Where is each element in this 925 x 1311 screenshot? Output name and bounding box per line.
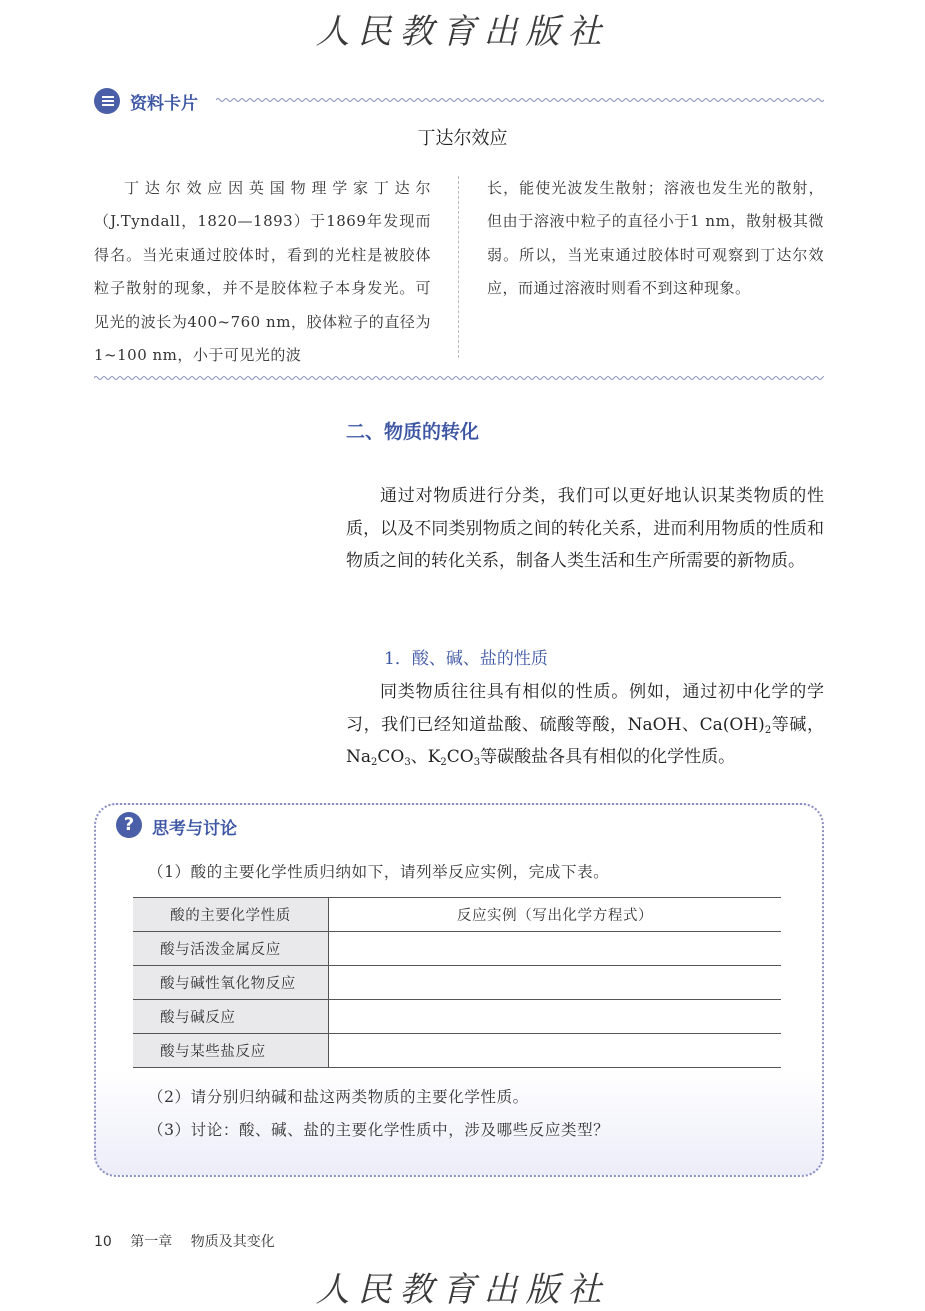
discussion-question-2: （2）请分别归纳碱和盐这两类物质的主要化学性质。 (148, 1088, 529, 1106)
column-divider (458, 176, 459, 358)
table-header-example: 反应实例（写出化学方程式） (329, 898, 782, 932)
table-header-property: 酸的主要化学性质 (133, 898, 329, 932)
info-card-title: 丁达尔效应 (417, 128, 508, 149)
wave-divider-top (216, 96, 824, 104)
subsection-title: 1．酸、碱、盐的性质 (384, 649, 548, 669)
table-row (133, 966, 781, 1000)
table-row (133, 1000, 781, 1034)
acid-properties-table (133, 897, 781, 1068)
chapter-number: 第一章 (130, 1234, 173, 1250)
document-icon (94, 88, 120, 114)
discussion-question-1: （1）酸的主要化学性质归纳如下，请列举反应实例，完成下表。 (148, 863, 610, 881)
table-cell-property: 酸与活泼金属反应 (133, 932, 329, 966)
table-cell-example (329, 1034, 782, 1068)
discussion-label: 思考与讨论 (152, 819, 237, 839)
page-number: 10 (94, 1234, 112, 1250)
table-cell-example (329, 932, 782, 966)
wave-divider-bottom (94, 374, 824, 382)
page-footer (94, 1231, 289, 1251)
table-row (133, 1034, 781, 1068)
table-cell-example (329, 1000, 782, 1034)
info-card-right-column: 长，能使光波发生散射；溶液也发生光的散射，但由于溶液中粒子的直径小于1 nm，散射极其微弱。所以，当光束通过胶体时可观察到丁达尔效应，而通过溶液时则看不到这种现象。 (487, 179, 824, 298)
table-cell-example (329, 966, 782, 1000)
section-title: 二、物质的转化 (346, 421, 480, 443)
table-cell-property: 酸与碱性氧化物反应 (133, 966, 329, 1000)
info-card-label: 资料卡片 (130, 94, 198, 114)
question-icon: ? (116, 812, 142, 838)
publisher-logo-bottom: 人民教育出版社 (315, 1270, 610, 1310)
table-cell-property: 酸与某些盐反应 (133, 1034, 329, 1068)
chapter-title: 物质及其变化 (190, 1234, 275, 1250)
table-cell-property: 酸与碱反应 (133, 1000, 329, 1034)
section-paragraph-1: 通过对物质进行分类，我们可以更好地认识某类物质的性质，以及不同类别物质之间的转化关系，进而利用物质的性质和物质之间的转化关系，制备人类生活和生产所需要的新物质。 (346, 486, 824, 571)
table-row (133, 932, 781, 966)
info-card-left-column: 丁达尔效应因英国物理学家丁达尔（J.Tyndall，1820—1893）于1869年发现而得名。当光束通过胶体时，看到的光柱是被胶体粒子散射的现象，并不是胶体粒子本身发光。可见光的波长为400~760 nm，胶体粒子的直径为1~100 nm，小于可见光的波 (94, 179, 431, 365)
discussion-question-3: （3）讨论：酸、碱、盐的主要化学性质中，涉及哪些反应类型？ (148, 1121, 610, 1139)
publisher-logo-top: 人民教育出版社 (315, 12, 610, 52)
table-header-row (133, 898, 781, 932)
section-paragraph-2: 同类物质往往具有相似的性质。例如，通过初中化学的学习，我们已经知道盐酸、硫酸等酸，NaOH、$Ca(OH)_2$等碱，$Na_2CO_3$、$K_2CO_3$等碳酸盐各具有相似的化学性质。 (346, 682, 824, 768)
